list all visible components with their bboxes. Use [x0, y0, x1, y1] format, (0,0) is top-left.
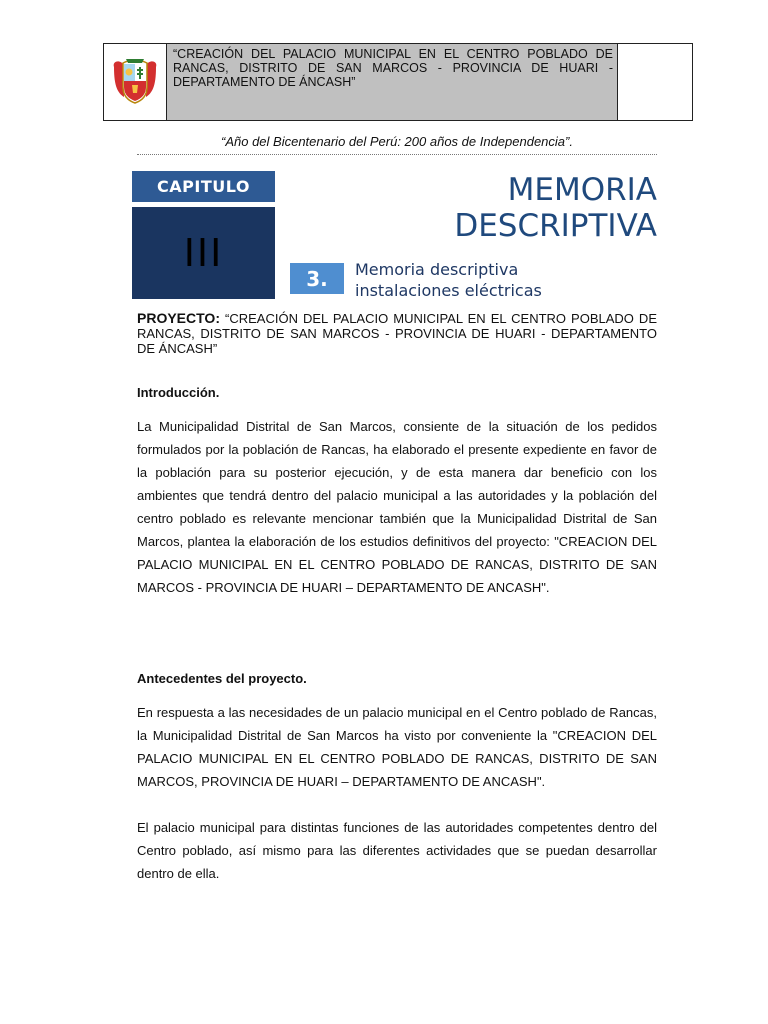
- document-title-line1: MEMORIA: [507, 172, 657, 208]
- chapter-number-box: [132, 207, 275, 299]
- project-statement: [137, 311, 657, 356]
- section-title-line1: Memoria descriptiva: [355, 260, 519, 279]
- section-number: 3.: [290, 263, 344, 294]
- header-empty-cell: [618, 44, 692, 120]
- section-title-line2: instalaciones eléctricas: [355, 281, 542, 300]
- intro-heading: Introducción.: [137, 385, 220, 400]
- project-text: “CREACIÓN DEL PALACIO MUNICIPAL EN EL CENTRO POBLADO DE RANCAS, DISTRITO DE SAN MARCOS - PROVINCIA DE HUARI - DEPARTAMENTO DE ÁNCASH”: [137, 311, 657, 356]
- section-title: [355, 259, 542, 301]
- chapter-number: III: [183, 231, 224, 275]
- motto: “Año del Bicentenario del Perú: 200 años de Independencia”.: [221, 134, 573, 149]
- antecedentes-paragraph-1: En respuesta a las necesidades de un palacio municipal en el Centro poblado de Rancas, la Municipalidad Distrital de San Marcos ha visto por conveniente la "CREACION DEL PALACIO MUNICIPAL EN EL CENTRO POBLADO DE RANCAS, DISTRITO DE SAN MARCOS, PROVINCIA DE HUARI – DEPARTAMENTO DE ANCASH".: [137, 705, 657, 789]
- document-title: [454, 172, 657, 244]
- antecedentes-heading: Antecedentes del proyecto.: [137, 671, 307, 686]
- intro-paragraph: La Municipalidad Distrital de San Marcos, consiente de la situación de los pedidos formulados por la población de Rancas, ha elaborado el presente expediente en favor de la población para su posterior ejecución, y de esta manera dar beneficio con los ambientes que tendrá dentro del palacio municipal a las autoridades y la población del centro poblado es relevante mencionar también que la Municipalidad Distrital de San Marcos, plantea la elaboración de los estudios definitivos del proyecto: "CREACION DEL PALACIO MUNICIPAL EN EL CENTRO POBLADO DE RANCAS, DISTRITO DE SAN MARCOS - PROVINCIA DE HUARI – DEPARTAMENTO DE ANCASH".: [137, 419, 657, 595]
- project-label: PROYECTO:: [137, 310, 220, 326]
- antecedentes-paragraph-2: El palacio municipal para distintas funciones de las autoridades competentes dentro del Centro poblado, así mismo para las diferentes actividades que se puedan desarrollar dentro de ella.: [137, 820, 657, 881]
- header-table: [103, 43, 693, 121]
- divider: [137, 154, 657, 155]
- header-project-title: “CREACIÓN DEL PALACIO MUNICIPAL EN EL CENTRO POBLADO DE RANCAS, DISTRITO DE SAN MARCOS - PROVINCIA DE HUARI - DEPARTAMENTO DE ÁNCASH”: [167, 44, 618, 120]
- chapter-label: CAPITULO: [132, 171, 275, 202]
- document-title-line2: DESCRIPTIVA: [454, 208, 657, 244]
- peru-coat-of-arms-logo: [104, 44, 167, 120]
